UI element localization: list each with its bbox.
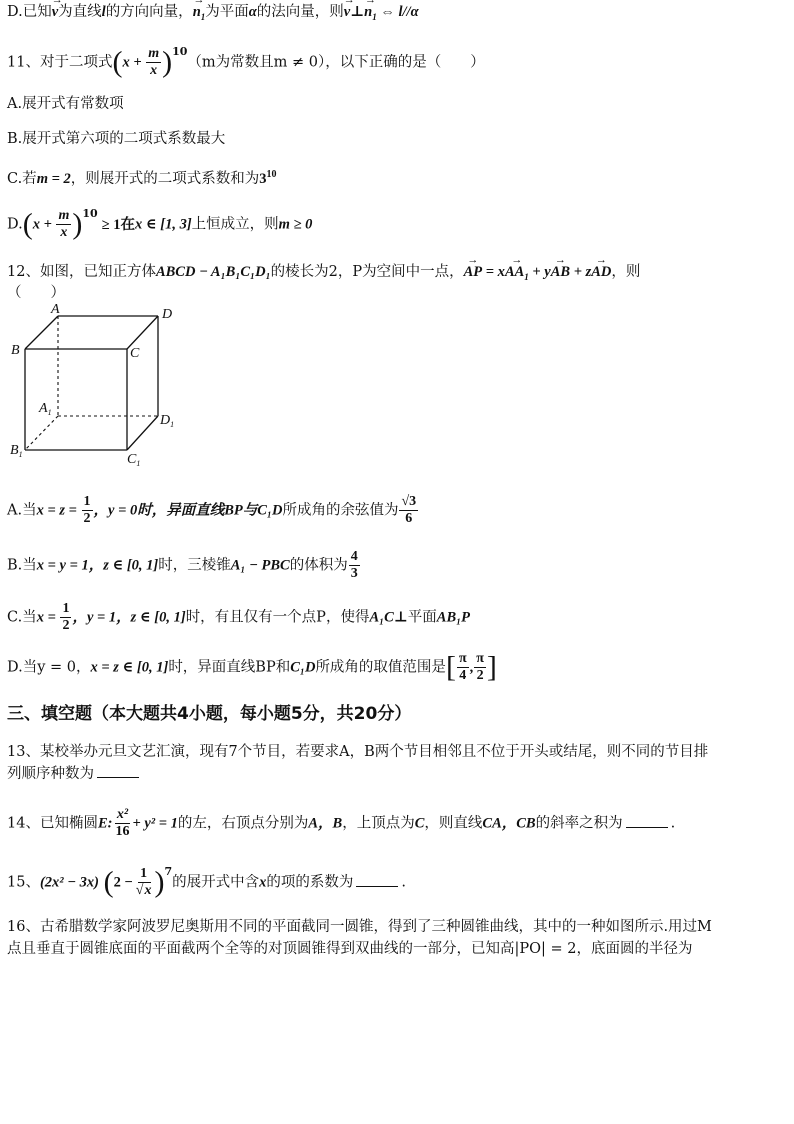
q12a-cond: x = z =: [36, 502, 81, 519]
q12c-t3: 平面: [407, 609, 437, 626]
q12-paren: （ ）: [7, 285, 65, 301]
q11-option-d: [7, 208, 312, 241]
q15-answer-blank[interactable]: [356, 886, 398, 887]
q11c-cond: m = 2: [36, 170, 71, 187]
q12a-t1: A.当: [7, 502, 37, 519]
q14-eq: + y² = 1: [132, 815, 178, 832]
q14-ab: A，B: [308, 815, 343, 832]
q12a-line: C₁D: [257, 502, 283, 519]
q11d-range: x ∈ [1, 3]: [135, 216, 192, 233]
q10d-formula: → v⊥→ $n_1$ ⇔ l//α: [344, 4, 419, 20]
q12c-t1: C.当: [7, 609, 37, 626]
q16-line2: 点且垂直于圆锥底面的平面截两个全等的对顶圆锥得到双曲线的一部分，已知高|PO| = 2，底面圆的半径为: [7, 941, 693, 957]
q11d-mid2: 上恒成立，则: [191, 216, 279, 233]
q15: [7, 866, 406, 899]
q11-stem-prefix: 11、对于二项式: [7, 54, 113, 71]
q14-prefix: 14、已知椭圆: [7, 815, 98, 832]
q14: [7, 807, 675, 840]
var-l: l: [101, 4, 106, 20]
q11d-mid: ≥ 1在: [101, 216, 136, 233]
q13-line2-text: 列顺序种数为: [7, 766, 94, 782]
q15-expr1: (2x² − 3x): [39, 874, 99, 891]
q14-t4: 的斜率之积为: [535, 815, 623, 832]
q12-option-d: D.当y = 0，x = z ∈ [0, 1]时，异面直线BP和C₁D所成角的取值范围是[ $\frac{\pi}{4}$ , $\frac{\pi}{2}$ ]: [7, 650, 497, 684]
q15-paren-close: ): [154, 865, 165, 899]
q11d-end: m ≥ 0: [278, 216, 313, 233]
paren-open: (: [112, 45, 123, 79]
frac-pi-2: $\frac{\pi}{2}$: [476, 651, 484, 683]
q12b-t3: 的体积为: [289, 557, 348, 574]
frac-m-over-x: $\frac{m}{x}$: [148, 46, 160, 78]
q12-stem2: 的棱长为2，P为空间中一点，: [270, 264, 464, 280]
label-a: A: [51, 302, 60, 317]
frac-4-3: $\frac{4}{3}$: [350, 549, 358, 581]
q12b-t1: B.当: [7, 557, 37, 574]
q13-line2: [7, 764, 142, 784]
q11-x: x +: [122, 54, 146, 71]
q14-t1: 的左，右顶点分别为: [177, 815, 309, 832]
var-alpha: α: [248, 4, 257, 20]
q15-x: x: [259, 874, 267, 891]
q12d-t1: D.当y = 0，: [7, 659, 91, 676]
q14-end: .: [670, 815, 676, 832]
q15-text2: 的项的系数为: [266, 874, 354, 891]
q13-line1: 13、某校举办元旦文艺汇演，现有7个节目，若要求A，B两个节目相邻且不位于开头或结尾，则不同的节目排: [7, 744, 709, 760]
q11d-exp: 10: [82, 206, 98, 220]
q12-vector-eq: → AP = $x\to AA_1 + y\to$ AB + z→ AD: [464, 264, 612, 280]
edge-cd: [127, 316, 158, 349]
q11-exponent: 10: [172, 44, 188, 58]
q15-exp: 7: [164, 864, 173, 878]
edge-ba: [25, 316, 58, 349]
label-c: C: [130, 346, 140, 361]
section-three-heading: 三、填空题（本大题共4小题，每小题5分，共20分）: [7, 704, 412, 724]
q12c-t2: 时，有且仅有一个点P，使得: [185, 609, 370, 626]
q12-cube: ABCD − A₁B₁C₁D₁: [155, 264, 271, 280]
bracket-open: [: [445, 650, 456, 684]
q12c-rel: A₁C⊥: [369, 609, 408, 626]
q14-c: C: [414, 815, 425, 832]
paren-close: ): [162, 45, 173, 79]
edge-a1b1: [25, 416, 58, 450]
q10d-t3: 为平面: [205, 4, 249, 20]
q12b-cond: x = y = 1，z ∈ [0, 1]: [36, 557, 159, 574]
q15-paren-open: (: [103, 865, 114, 899]
q10d-t4: 的法向量，则: [256, 4, 344, 20]
q12-option-c: [7, 601, 470, 634]
q11c-suffix: ，则展开式的二项式系数和为: [70, 170, 260, 187]
q15-two: 2 −: [113, 874, 133, 891]
label-c1: $C_1$: [127, 452, 141, 468]
label-a1: $A_1$: [39, 401, 52, 417]
q12-option-a: [7, 494, 419, 527]
frac-sqrt3-6: $\frac{√3}{6}$: [401, 494, 417, 526]
q10d-prefix: D.已知: [7, 4, 52, 20]
q11-stem: [7, 46, 485, 79]
label-d1: $D_1$: [160, 413, 175, 429]
q12c-cond: x =: [36, 609, 60, 626]
q14-answer-blank[interactable]: [626, 827, 668, 828]
q15-text: 的展开式中含: [172, 874, 260, 891]
q11d-x: x +: [32, 216, 56, 233]
q14-ca-cb: CA，CB: [482, 815, 536, 832]
q10d-t1: 为直线: [58, 4, 102, 20]
q11-option-a: A.展开式有常数项: [7, 96, 124, 112]
frac-x2-16: $\frac{\text{x²}}{16}$: [115, 807, 130, 839]
vec-n1: → $n_1$: [193, 2, 206, 27]
edge-c1d1: [127, 416, 158, 450]
q11c-prefix: C.若: [7, 170, 37, 187]
q12d-cond: x = z ∈ [0, 1]: [90, 659, 169, 676]
q16-line1: 16、古希腊数学家阿波罗尼奥斯用不同的平面截同一圆锥，得到了三种圆锥曲线，其中的一种如图所示.用过M: [7, 919, 712, 935]
frac-1-sqrtx: $\frac{1}{√x}$: [135, 866, 152, 898]
label-b1: $B_1$: [10, 443, 23, 459]
q12a-cond2: ，y = 0时，异面直线BP与: [93, 502, 258, 519]
q10-option-d: [7, 2, 419, 27]
label-d: D: [162, 307, 173, 322]
q14-t3: ，则直线: [424, 815, 483, 832]
paren-close-d: ): [72, 207, 83, 241]
q14-t2: ，上顶点为: [342, 815, 415, 832]
q15-prefix: 15、: [7, 874, 40, 891]
q11c-exp: 10: [266, 169, 277, 180]
q12d-t3: 所成角的取值范围是: [315, 659, 446, 676]
q12d-line: C₁D: [290, 659, 316, 676]
q12c-cond2: ，y = 1，z ∈ [0, 1]: [72, 609, 186, 626]
q13-answer-blank[interactable]: [97, 777, 139, 778]
q11c-base: 3: [259, 170, 267, 187]
bracket-close: ]: [486, 650, 497, 684]
vec-v: → v: [52, 2, 58, 22]
q11d-prefix: D.: [7, 216, 23, 233]
q12b-tet: A₁ − PBC: [230, 557, 290, 574]
q12d-t2: 时，异面直线BP和: [168, 659, 291, 676]
q11-option-b: B.展开式第六项的二项式系数最大: [7, 131, 226, 147]
q15-end: .: [401, 874, 406, 891]
frac-half-a: $\frac{1}{2}$: [83, 494, 91, 526]
q12-stem3: ，则: [611, 264, 641, 280]
q10d-t2: 的方向向量，: [105, 4, 193, 20]
frac-half-c: $\frac{1}{2}$: [62, 601, 70, 633]
frac-m-over-x-d: $\frac{m}{x}$: [58, 208, 70, 240]
cube-figure: [6, 302, 196, 472]
q12a-t2: 所成角的余弦值为: [282, 502, 399, 519]
q12-stem1: 12、如图，已知正方体: [7, 264, 156, 280]
paren-open-d: (: [22, 207, 33, 241]
q12c-plane: AB₁P: [436, 609, 471, 626]
q12-option-b: [7, 549, 361, 582]
frac-pi-4: $\frac{\pi}{4}$: [458, 651, 467, 683]
q14-e: E:: [97, 815, 113, 832]
q12b-t2: 时，三棱锥: [158, 557, 231, 574]
q11-stem-suffix: （m为常数且m ≠ 0），以下正确的是（ ）: [187, 54, 485, 71]
label-b: B: [11, 343, 20, 358]
q11-option-c: [7, 165, 276, 189]
q12-stem: [7, 262, 640, 287]
